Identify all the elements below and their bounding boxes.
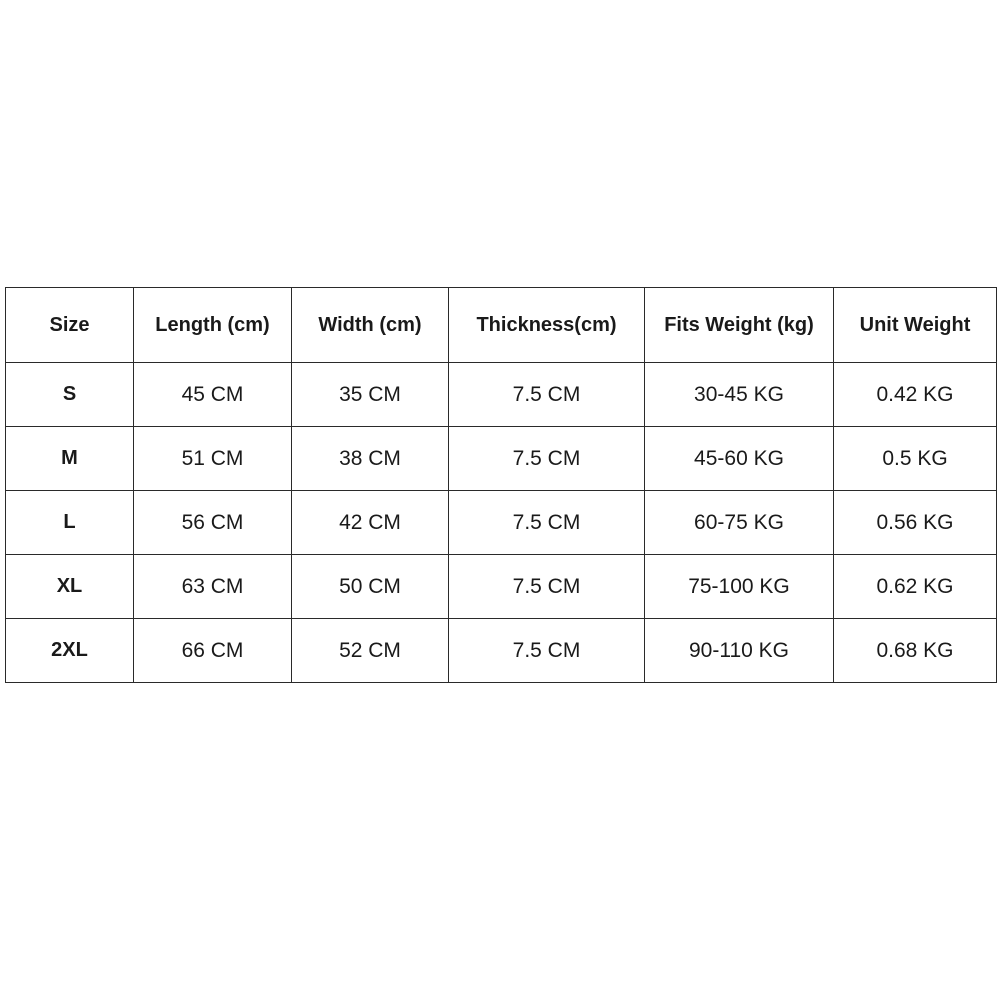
length-cell: 56 CM xyxy=(134,491,292,555)
thickness-cell: 7.5 CM xyxy=(449,555,645,619)
fits-weight-cell: 75-100 KG xyxy=(645,555,834,619)
table-row xyxy=(6,427,997,491)
width-cell: 35 CM xyxy=(292,363,449,427)
thickness-cell: 7.5 CM xyxy=(449,427,645,491)
unit-weight-cell: 0.56 KG xyxy=(834,491,997,555)
header-fits-weight: Fits Weight (kg) xyxy=(645,288,834,363)
length-cell: 45 CM xyxy=(134,363,292,427)
thickness-cell: 7.5 CM xyxy=(449,363,645,427)
size-cell: M xyxy=(6,427,134,491)
size-cell: XL xyxy=(6,555,134,619)
unit-weight-cell: 0.68 KG xyxy=(834,619,997,683)
size-cell: S xyxy=(6,363,134,427)
width-cell: 52 CM xyxy=(292,619,449,683)
table-row xyxy=(6,555,997,619)
thickness-cell: 7.5 CM xyxy=(449,491,645,555)
fits-weight-cell: 90-110 KG xyxy=(645,619,834,683)
width-cell: 50 CM xyxy=(292,555,449,619)
unit-weight-cell: 0.5 KG xyxy=(834,427,997,491)
header-length: Length (cm) xyxy=(134,288,292,363)
unit-weight-cell: 0.42 KG xyxy=(834,363,997,427)
header-width: Width (cm) xyxy=(292,288,449,363)
length-cell: 51 CM xyxy=(134,427,292,491)
length-cell: 63 CM xyxy=(134,555,292,619)
header-size: Size xyxy=(6,288,134,363)
size-cell: 2XL xyxy=(6,619,134,683)
table-row xyxy=(6,363,997,427)
header-row xyxy=(6,288,997,363)
size-chart-table xyxy=(5,287,997,683)
fits-weight-cell: 45-60 KG xyxy=(645,427,834,491)
width-cell: 42 CM xyxy=(292,491,449,555)
length-cell: 66 CM xyxy=(134,619,292,683)
header-unit-weight: Unit Weight xyxy=(834,288,997,363)
unit-weight-cell: 0.62 KG xyxy=(834,555,997,619)
size-cell: L xyxy=(6,491,134,555)
header-thickness: Thickness(cm) xyxy=(449,288,645,363)
table-row xyxy=(6,619,997,683)
width-cell: 38 CM xyxy=(292,427,449,491)
fits-weight-cell: 30-45 KG xyxy=(645,363,834,427)
thickness-cell: 7.5 CM xyxy=(449,619,645,683)
table-row xyxy=(6,491,997,555)
fits-weight-cell: 60-75 KG xyxy=(645,491,834,555)
